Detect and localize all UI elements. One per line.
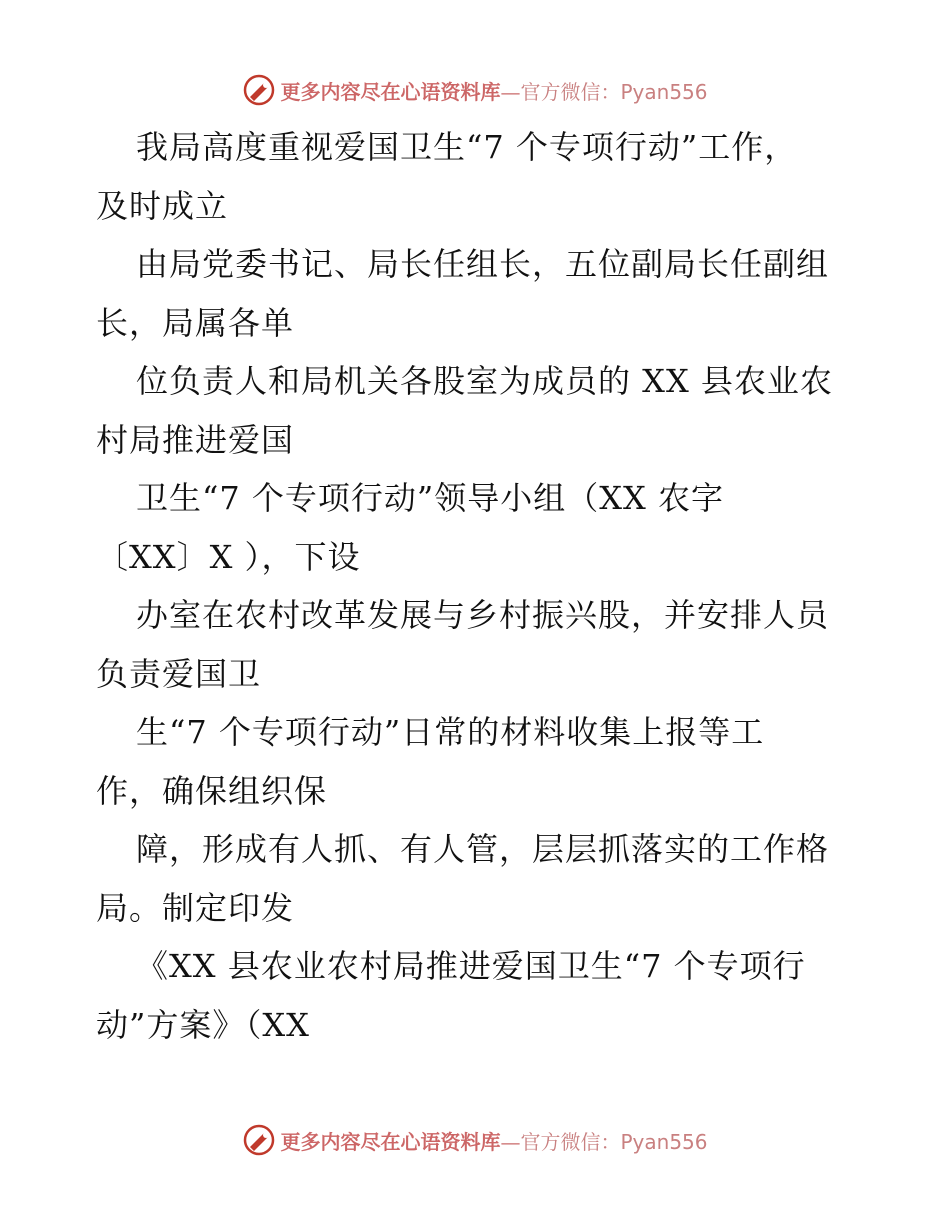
text-line: 我局高度重视爱国卫生“7 个专项行动”工作， — [136, 128, 798, 166]
text-line: 位负责人和局机关各股室为成员的 XX 县农业农 — [136, 362, 833, 400]
watermark-id: Pyan556 — [620, 79, 708, 104]
text-line: 作，确保组织保 — [96, 771, 328, 810]
text-line: 负责爱国卫 — [96, 654, 262, 693]
header-watermark — [0, 70, 950, 110]
text-line: 动”方案》（XX — [96, 1005, 310, 1044]
text-line: 及时成立 — [96, 186, 229, 225]
text-line: 〔XX〕X ），下设 — [96, 537, 361, 576]
watermark-sub: 官方微信： — [520, 1129, 621, 1154]
watermark-text — [280, 76, 707, 105]
text-line: 《XX 县农业农村局推进爱国卫生“7 个专项行 — [136, 947, 806, 985]
text-line: 办室在农村改革发展与乡村振兴股，并安排人员 — [136, 596, 830, 634]
watermark-sep: — — [500, 79, 521, 104]
watermark-text — [280, 1126, 707, 1155]
logo-icon — [242, 1123, 276, 1157]
document-body — [96, 118, 866, 1054]
text-line: 障，形成有人抓、有人管，层层抓落实的工作格 — [136, 830, 830, 868]
watermark-main: 更多内容尽在心语资料库 — [280, 1129, 501, 1154]
watermark-id: Pyan556 — [620, 1129, 708, 1154]
text-line: 局。制定印发 — [96, 888, 295, 927]
watermark-sep: — — [500, 1129, 521, 1154]
watermark-main: 更多内容尽在心语资料库 — [280, 79, 501, 104]
text-line: 由局党委书记、局长任组长，五位副局长任副组 — [136, 245, 830, 283]
text-line: 生“7 个专项行动”日常的材料收集上报等工 — [136, 713, 765, 751]
watermark-sub: 官方微信： — [520, 79, 621, 104]
text-line: 村局推进爱国 — [96, 420, 295, 459]
logo-icon — [242, 73, 276, 107]
text-line: 卫生“7 个专项行动”领导小组（XX 农字 — [136, 479, 724, 517]
text-line: 长，局属各单 — [96, 303, 295, 342]
footer-watermark — [0, 1120, 950, 1160]
